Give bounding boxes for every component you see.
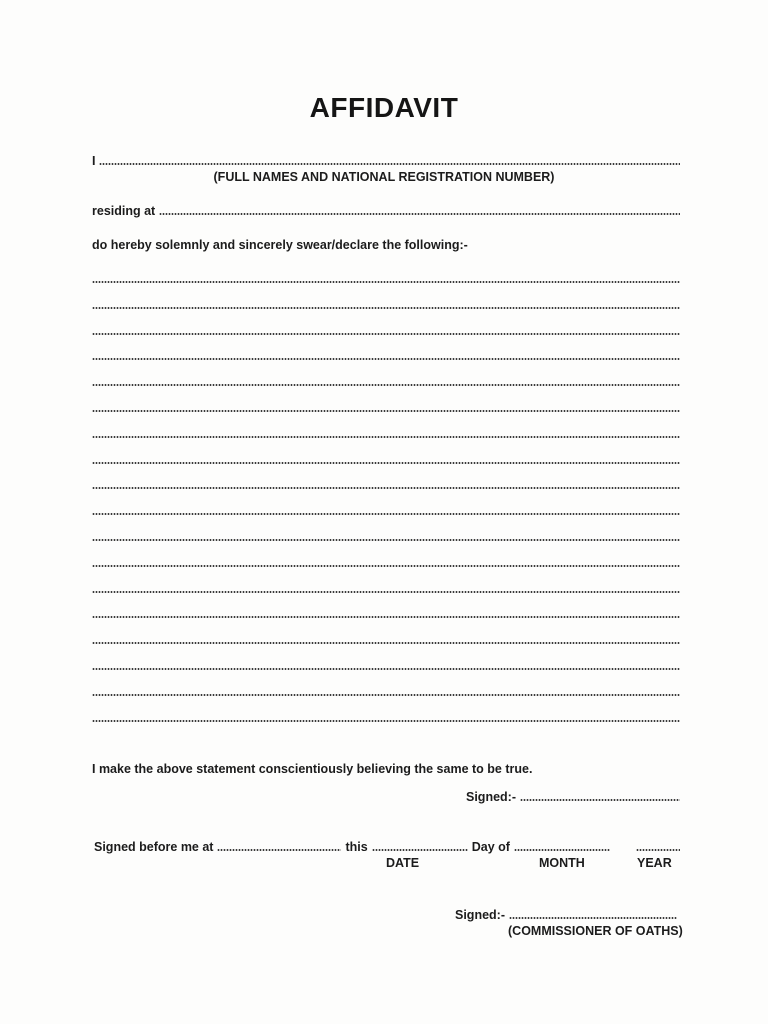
declaration-line[interactable] [92,513,680,515]
declaration-line[interactable] [92,668,680,670]
commissioner-signature-row [455,904,677,922]
document-title: AFFIDAVIT [309,92,459,123]
declaration-line[interactable] [92,384,680,386]
declaration-line[interactable] [92,642,680,644]
declaration-line[interactable] [92,694,680,696]
declaration-line[interactable] [92,462,680,464]
month-caption: MONTH [539,856,585,870]
deponent-signature-label: Signed:- [466,790,516,804]
year-caption: YEAR [637,856,672,870]
date-field[interactable] [372,849,468,851]
commissioner-signature-field[interactable] [509,917,677,919]
declaration-line[interactable] [92,333,680,335]
deponent-signature-field[interactable] [520,799,680,801]
residence-field[interactable] [159,213,680,215]
deponent-prefix: I [92,154,96,168]
year-field[interactable] [636,849,680,851]
full-names-caption: (FULL NAMES AND NATIONAL REGISTRATION NUMBER) [213,170,555,184]
declaration-line[interactable] [92,410,680,412]
declaration-line[interactable] [92,358,680,360]
residence-row [92,200,680,218]
declaration-line[interactable] [92,281,680,283]
declaration-line[interactable] [92,616,680,618]
declaration-line[interactable] [92,307,680,309]
day-of-label: Day of [471,840,510,854]
declaration-line[interactable] [92,539,680,541]
this-label: this [345,840,368,854]
declaration-line[interactable] [92,591,680,593]
declaration-line[interactable] [92,720,680,722]
date-caption: DATE [386,856,420,870]
signed-before-label: Signed before me at [94,840,214,854]
declaration-line[interactable] [92,565,680,567]
residence-label: residing at [92,204,156,218]
place-field[interactable] [217,849,341,851]
commissioner-signature-label: Signed:- [455,908,505,922]
commissioner-place-row [94,836,680,854]
declaration-line[interactable] [92,487,680,489]
month-field[interactable] [514,849,610,851]
declaration-line[interactable] [92,436,680,438]
full-names-field[interactable] [99,163,680,165]
full-names-row [92,150,680,168]
deponent-signature-row [466,786,680,804]
commissioner-caption: (COMMISSIONER OF OATHS) [508,924,683,938]
closing-statement: I make the above statement conscientiously believing the same to be true. [92,762,533,776]
oath-intro: do hereby solemnly and sincerely swear/declare the following:- [92,238,468,252]
